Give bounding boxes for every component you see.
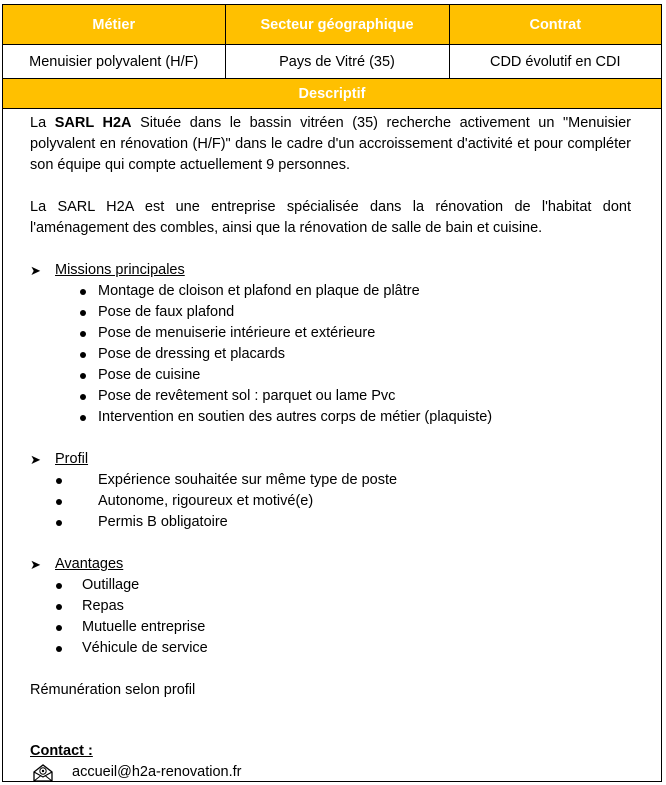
mail-icon <box>32 764 54 782</box>
list-item-text: Permis B obligatoire <box>98 514 228 530</box>
contact-label: Contact : <box>30 743 93 759</box>
arrow-bullet-icon: ➤ <box>30 452 41 467</box>
list-item-text: Intervention en soutien des autres corps de métier (plaquiste) <box>98 409 493 425</box>
list-item <box>30 491 631 512</box>
intro-rest: Située dans le bassin vitréen (35) recherche activement un "Menuisier polyvalent en rénovation (H/F)" dans le cadre d'un accroissement d'activité et pour compléter son équipe qui compte actuellement 9 personnes. <box>30 115 631 173</box>
bullet-icon <box>56 604 62 610</box>
bullet-icon <box>56 625 62 631</box>
bullet-icon <box>80 352 86 358</box>
list-item <box>30 407 631 428</box>
contact-email-link[interactable]: accueil@h2a-renovation.fr <box>72 764 242 780</box>
remuneration-text: Rémunération selon profil <box>30 682 196 698</box>
arrow-bullet-icon: ➤ <box>30 557 41 572</box>
email-row <box>30 762 631 783</box>
avantages-title: Avantages <box>55 556 124 572</box>
list-item <box>30 596 631 617</box>
company-name: SARL H2A <box>54 115 132 131</box>
list-item <box>30 575 631 596</box>
list-item-text: Repas <box>82 598 124 614</box>
list-item <box>30 386 631 407</box>
section-avantages <box>30 554 631 659</box>
list-item-text: Expérience souhaitée sur même type de poste <box>98 472 398 488</box>
list-item <box>30 470 631 491</box>
value-contrat: CDD évolutif en CDI <box>449 45 661 79</box>
header-contrat: Contrat <box>449 5 661 45</box>
list-item <box>30 344 631 365</box>
list-item <box>30 512 631 533</box>
missions-list <box>30 281 631 428</box>
bullet-icon <box>80 415 86 421</box>
list-item <box>30 281 631 302</box>
value-metier: Menuisier polyvalent (H/F) <box>3 45 225 79</box>
list-item <box>30 617 631 638</box>
bullet-icon <box>80 394 86 400</box>
bullet-icon <box>56 646 62 652</box>
job-summary-table <box>3 5 661 109</box>
section-missions <box>30 260 631 428</box>
bullet-icon <box>80 373 86 379</box>
list-item-text: Outillage <box>82 577 140 593</box>
bullet-icon <box>80 289 86 295</box>
profil-list <box>30 470 631 533</box>
section-profil <box>30 449 631 533</box>
bullet-icon <box>56 499 62 505</box>
intro-paragraph-1 <box>30 113 631 176</box>
list-item-text: Véhicule de service <box>82 640 208 656</box>
bullet-icon <box>56 583 62 589</box>
intro-paragraph-2: La SARL H2A est une entreprise spécialisée dans la rénovation de l'habitat dont l'aménagement des combles, ainsi que la rénovation de salle de bain et cuisine. <box>30 199 631 236</box>
list-item-text: Pose de dressing et placards <box>98 346 285 362</box>
list-item <box>30 302 631 323</box>
list-item-text: Pose de revêtement sol : parquet ou lame Pvc <box>98 388 396 404</box>
header-metier: Métier <box>3 5 225 45</box>
descriptif-header: Descriptif <box>3 79 661 109</box>
bullet-icon <box>56 478 62 484</box>
list-item-text: Autonome, rigoureux et motivé(e) <box>98 493 314 509</box>
missions-title: Missions principales <box>55 262 185 278</box>
intro-prefix: La <box>30 115 55 131</box>
list-item <box>30 365 631 386</box>
list-item-text: Pose de menuiserie intérieure et extérieure <box>98 325 376 341</box>
bullet-icon <box>80 331 86 337</box>
description-body <box>3 109 661 783</box>
bullet-icon <box>80 310 86 316</box>
bullet-icon <box>56 520 62 526</box>
contact-section <box>30 741 631 783</box>
arrow-bullet-icon: ➤ <box>30 263 41 278</box>
job-offer-document <box>2 4 662 782</box>
list-item-text: Mutuelle entreprise <box>82 619 206 635</box>
list-item <box>30 638 631 659</box>
list-item-text: Pose de faux plafond <box>98 304 235 320</box>
list-item <box>30 323 631 344</box>
profil-title: Profil <box>55 451 89 467</box>
avantages-list <box>30 575 631 659</box>
list-item-text: Montage de cloison et plafond en plaque de plâtre <box>98 283 420 299</box>
value-secteur: Pays de Vitré (35) <box>225 45 449 79</box>
list-item-text: Pose de cuisine <box>98 367 201 383</box>
header-secteur: Secteur géographique <box>225 5 449 45</box>
